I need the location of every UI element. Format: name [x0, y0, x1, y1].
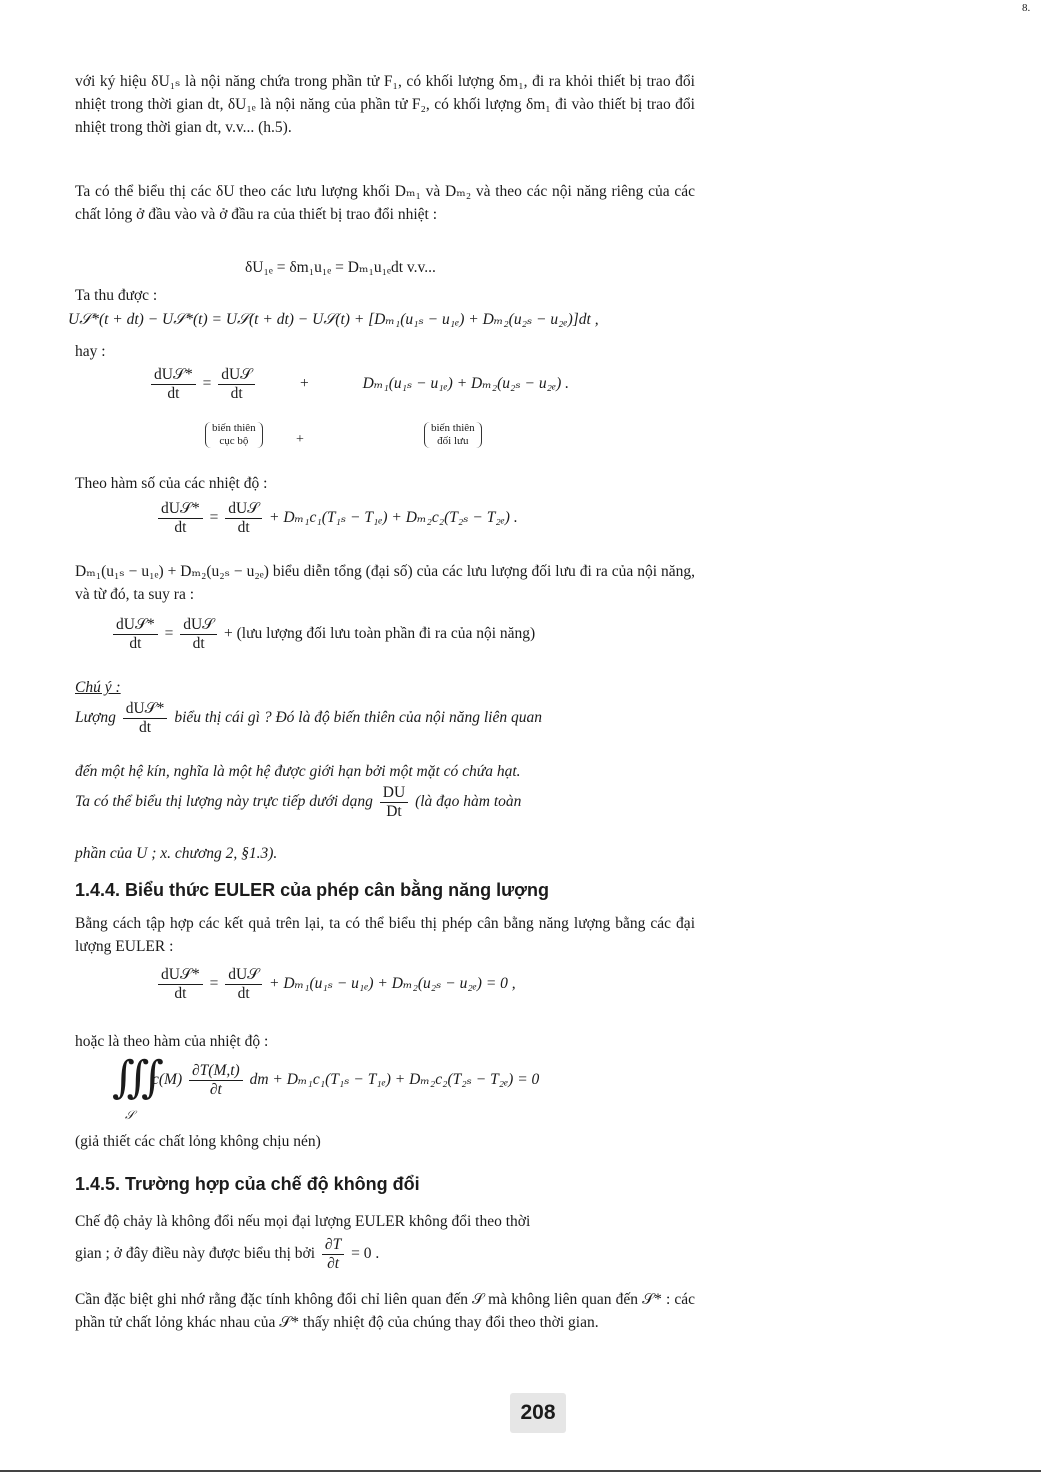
- fraction: $\frac{\partial T}{\partial t}$: [322, 1236, 344, 1273]
- fraction: $\frac{\text{dU𝒮}}{dt}$: [225, 500, 262, 537]
- equation-integral-balance: c(M) $\frac{\partial T(M,t)}{\partial t}$ dm + Dₘ₁c₁(T₁ₛ − T₁ₑ) + Dₘ₂c₂(T₂ₛ − T₂ₑ) = 0: [152, 1062, 540, 1098]
- note-line-4: phần của U ; x. chương 2, §1.3).: [75, 845, 278, 862]
- note-title: Chú ý :: [75, 679, 121, 696]
- integral-domain: 𝒮: [125, 1108, 135, 1122]
- paragraph-steady-2: gian ; ở đây điều này được biểu thị bởi $\frac{\partial T}{\partial t}$ = 0 .: [75, 1236, 380, 1272]
- paragraph-euler: Bằng cách tập hợp các kết quả trên lại, ta có thể biểu thị phép cân bằng năng lượng bằng các đại lượng EULER :: [75, 915, 695, 955]
- page-number: 208: [510, 1393, 566, 1433]
- brace-convective-variation: biến thiên đối lưu: [424, 422, 482, 448]
- note-line-2: đến một hệ kín, nghĩa là một hệ được giới hạn bởi một mặt có chứa hạt.: [75, 763, 521, 780]
- corner-mark: 8.: [1022, 2, 1031, 14]
- paragraph-steady-1: Chế độ chảy là không đổi nếu mọi đại lượng EULER không đổi theo thời: [75, 1213, 531, 1230]
- note-line-3: Ta có thể biểu thị lượng này trực tiếp dưới dạng $\frac{DU}{Dt}$ (là đạo hàm toàn: [75, 784, 522, 820]
- section-heading-steady: 1.4.5. Trường hợp của chế độ không đổi: [75, 1174, 420, 1194]
- fraction: $\frac{\text{dU𝒮*}}{dt}$: [113, 616, 158, 653]
- triple-integral-symbol: ∭: [112, 1053, 155, 1102]
- equation-total-flow: $\frac{\text{dU𝒮*}}{dt}$ = $\frac{\text{dU𝒮}}{dt}$ + (lưu lượng đối lưu toàn phần đi ra của nội năng): [110, 616, 535, 653]
- fraction: $\frac{DU}{Dt}$: [380, 784, 408, 821]
- brace-local-variation: biến thiên cục bộ: [205, 422, 263, 448]
- fraction: $\frac{\partial T(M,t)}{\partial t}$: [189, 1062, 243, 1099]
- paragraph-result: Ta thu được :: [75, 287, 158, 304]
- fraction: $\frac{\text{dU𝒮}}{dt}$: [180, 616, 217, 653]
- equation-euler-balance: $\frac{\text{dU𝒮*}}{dt}$ = $\frac{\text{dU𝒮}}{dt}$ + Dₘ₁(u₁ₛ − u₁ₑ) + Dₘ₂(u₂ₛ − u₂ₑ) = 0 ,: [155, 966, 516, 1003]
- fraction: $\frac{\text{dU𝒮}}{dt}$: [218, 366, 255, 403]
- paragraph-temperature-form: hoặc là theo hàm của nhiệt độ :: [75, 1033, 269, 1050]
- equation-internal-energy: δU₁ₑ = δm₁u₁ₑ = Dₘ₁u₁ₑdt v.v...: [245, 259, 436, 276]
- paragraph-intro: với ký hiệu δU₁ₛ là nội năng chứa trong phần tử F₁, có khối lượng δm₁, đi ra khỏi thiết bị trao đổi nhiệt trong thời gian dt, δU₁ₑ là nội năng của phần tử F₂, có khối lượng δm₁ đi vào thiết bị trao đổi nhiệt trong thời gian dt, v.v... (h.5).: [75, 73, 695, 136]
- fraction: $\frac{\text{dU𝒮}}{dt}$: [225, 966, 262, 1003]
- bottom-divider: [0, 1470, 1041, 1472]
- paragraph-remark: Cần đặc biệt ghi nhớ rằng đặc tính không đổi chỉ liên quan đến 𝒮 mà không liên quan đến 𝒮* : các phần tử chất lỏng khác nhau của 𝒮* thấy nhiệt độ của chúng thay đổi theo thời gian.: [75, 1291, 695, 1331]
- equation-temperature: $\frac{\text{dU𝒮*}}{dt}$ = $\frac{\text{dU𝒮}}{dt}$ + Dₘ₁c₁(T₁ₛ − T₁ₑ) + Dₘ₂c₂(T₂ₛ − T₂ₑ) .: [155, 500, 518, 537]
- paragraph-assumption: (giả thiết các chất lỏng không chịu nén): [75, 1133, 321, 1150]
- fraction: $\frac{\text{dU𝒮*}}{dt}$: [151, 366, 196, 403]
- brace-plus: +: [296, 432, 304, 447]
- equation-energy-balance: U𝒮*(t + dt) − U𝒮*(t) = U𝒮(t + dt) − U𝒮(t) + [Dₘ₁(u₁ₛ − u₁ₑ) + Dₘ₂(u₂ₛ − u₂ₑ)]dt ,: [68, 311, 599, 328]
- fraction: $\frac{\text{dU𝒮*}}{dt}$: [158, 966, 203, 1003]
- fraction: $\frac{\text{dU𝒮*}}{dt}$: [123, 700, 168, 737]
- paragraph-flow-rates: Ta có thể biểu thị các δU theo các lưu lượng khối Dₘ₁ và Dₘ₂ và theo các nội năng riêng của các chất lỏng ở đầu vào và ở đầu ra của thiết bị trao đổi nhiệt :: [75, 183, 695, 223]
- fraction: $\frac{\text{dU𝒮*}}{dt}$: [158, 500, 203, 537]
- paragraph-or: hay :: [75, 343, 106, 360]
- section-heading-euler: 1.4.4. Biểu thức EULER của phép cân bằng năng lượng: [75, 880, 549, 900]
- paragraph-sum: Dₘ₁(u₁ₛ − u₁ₑ) + Dₘ₂(u₂ₛ − u₂ₑ) biểu diễn tổng (đại số) của các lưu lượng đối lưu đi ra của nội năng, và từ đó, ta suy ra :: [75, 563, 695, 603]
- note-line-1: Lượng $\frac{\text{dU𝒮*}}{dt}$ biểu thị cái gì ? Đó là độ biến thiên của nội năng liên quan: [75, 700, 542, 736]
- equation-derivative-split: $\frac{\text{dU𝒮*}}{dt}$ = $\frac{\text{dU𝒮}}{dt}$ + Dₘ₁(u₁ₛ − u₁ₑ) + Dₘ₂(u₂ₛ − u₂ₑ) .: [148, 366, 569, 403]
- paragraph-temperature: Theo hàm số của các nhiệt độ :: [75, 475, 268, 492]
